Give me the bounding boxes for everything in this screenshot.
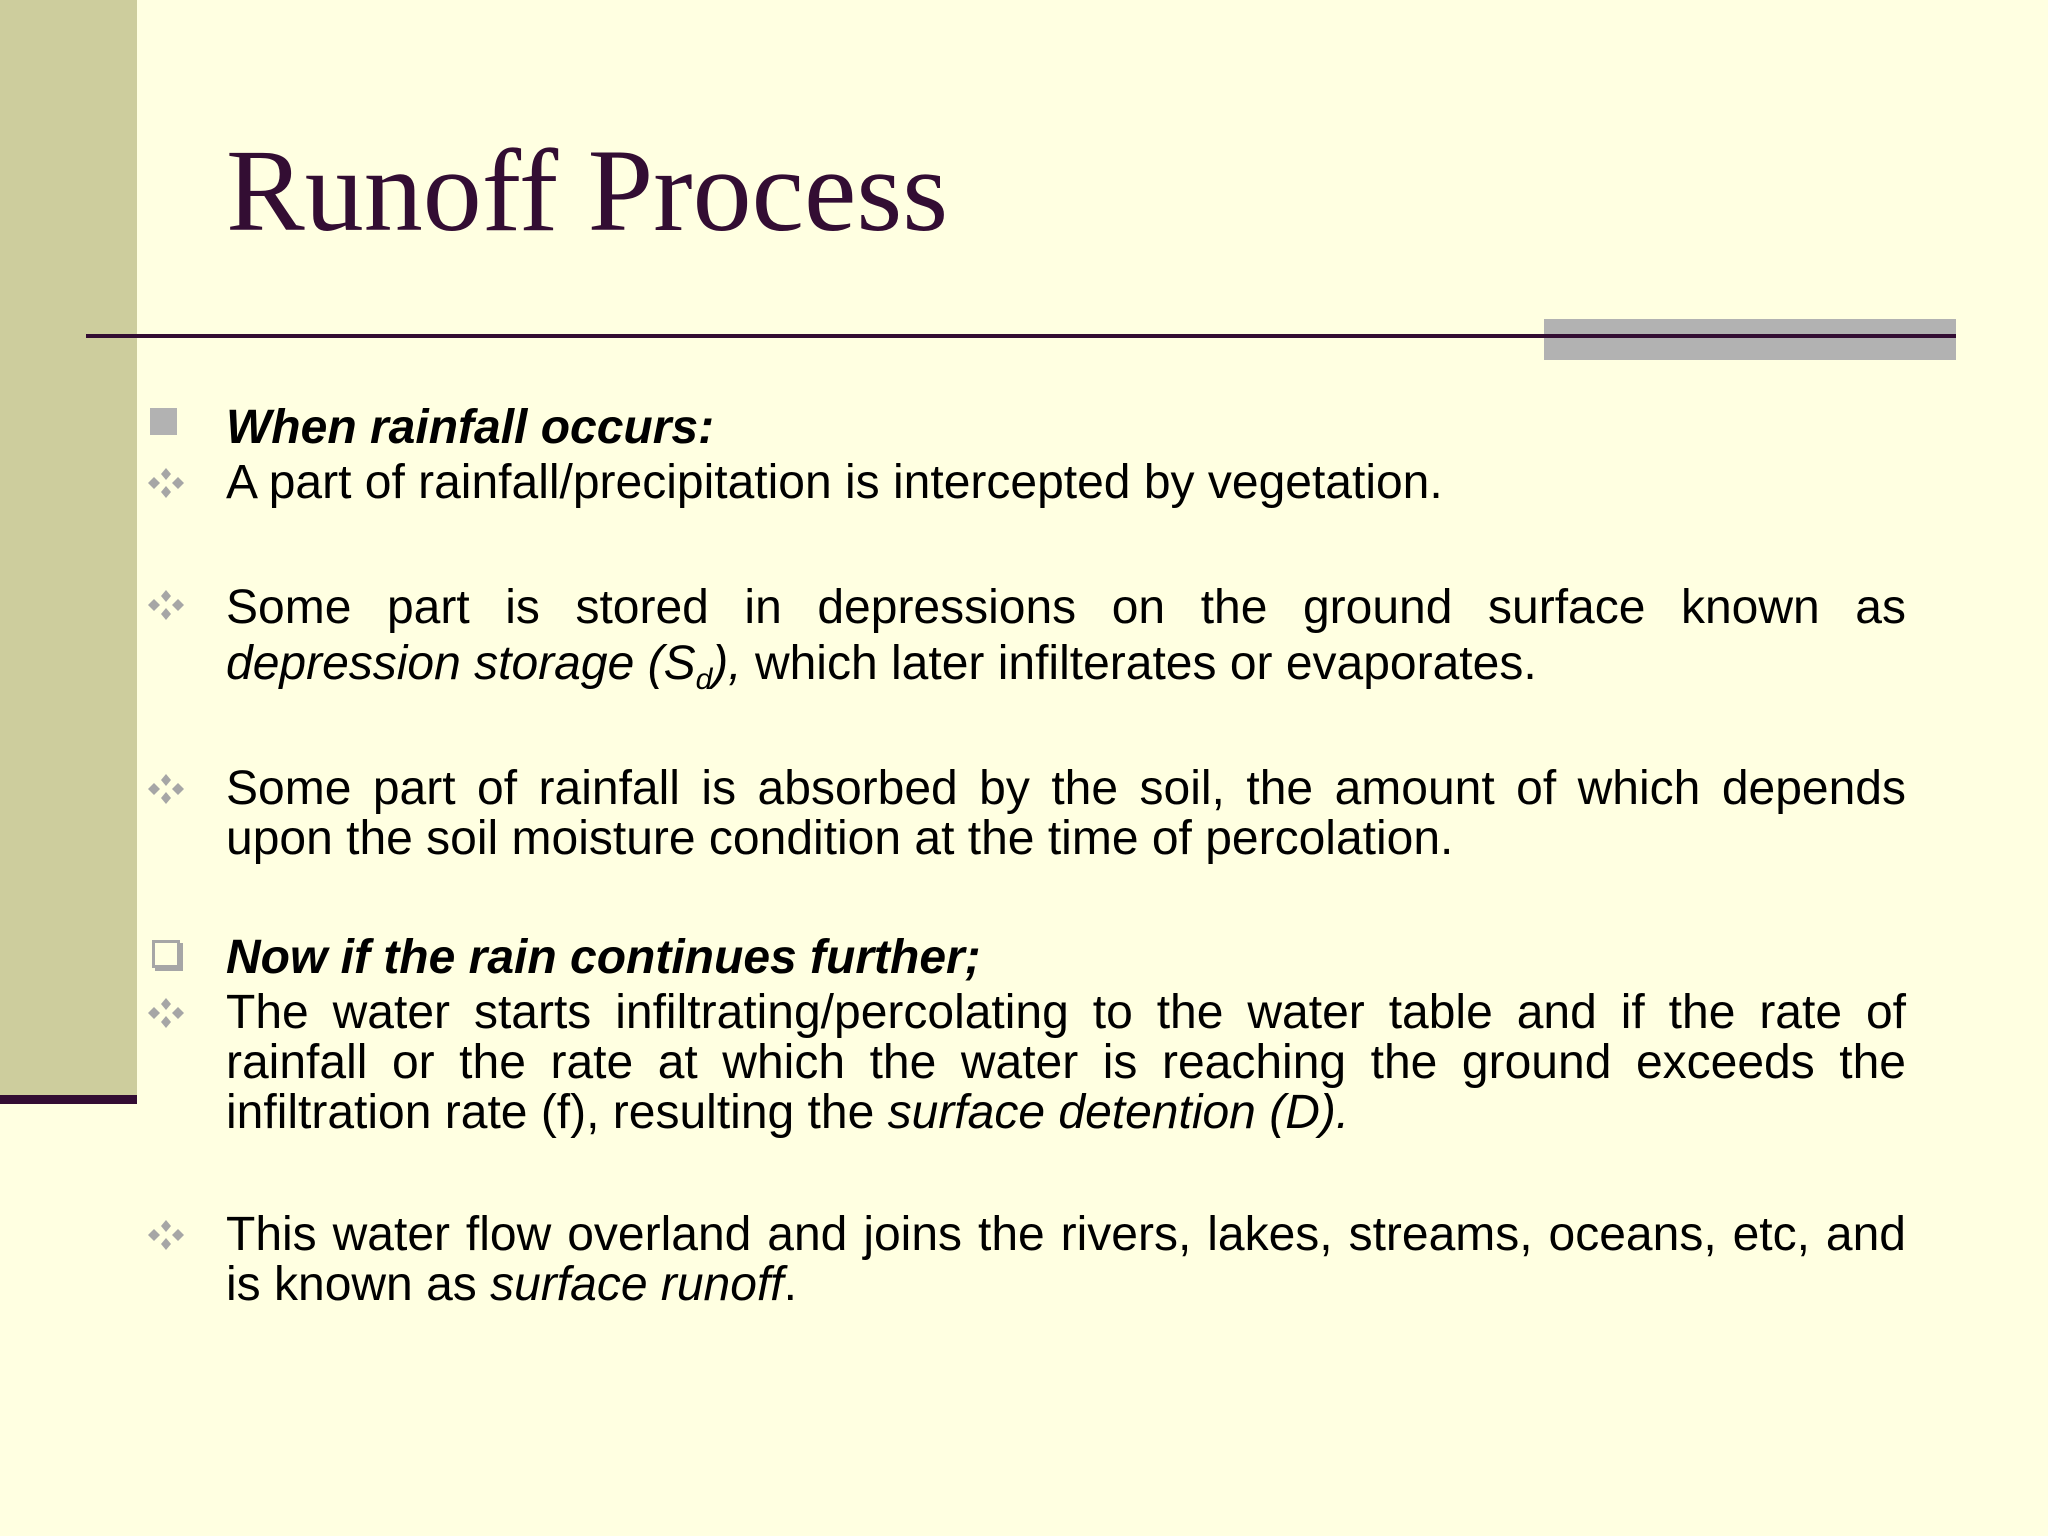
heading-text: Now if the rain continues further;: [226, 931, 981, 984]
title-rule: [86, 334, 1956, 338]
item-emphasis: surface runoff: [490, 1258, 784, 1311]
item-text-part: The water starts infiltrating/percolating to the water table and if the rate of rainfall or the rate at which the water is reaching the ground exceeds the infiltration rate (f), resulting the: [226, 986, 1906, 1139]
list-item-depression-storage: [226, 580, 1906, 696]
hollow-square-icon: [152, 940, 180, 968]
item-text-part: Some part is stored in depressions on the ground surface known as: [226, 581, 1906, 634]
item-text-part: which later infilterates or evaporates.: [741, 637, 1537, 690]
left-accent-underline: [0, 1095, 137, 1104]
item-text: [226, 580, 1906, 696]
item-emphasis-end: ),: [712, 637, 742, 690]
diamond-bullet-icon: [146, 1218, 186, 1252]
section-heading-rain-continues: [226, 928, 1906, 988]
item-subscript: d: [695, 663, 713, 696]
item-text: Some part of rainfall is absorbed by the soil, the amount of which depends upon the soil moisture condition at the time of percolation.: [226, 762, 1906, 865]
item-text-end: .: [783, 1258, 797, 1311]
item-text: A part of rainfall/precipitation is intercepted by vegetation.: [226, 456, 1443, 509]
item-text: [226, 1210, 1906, 1310]
slide-title: Runoff Process: [226, 125, 949, 256]
list-item-surface-runoff: [226, 1210, 1906, 1310]
slide-content: [226, 398, 1906, 1310]
item-emphasis: surface detention (D).: [887, 1086, 1350, 1139]
filled-square-icon: [150, 408, 177, 435]
diamond-bullet-icon: [146, 466, 186, 500]
diamond-bullet-icon: [146, 588, 186, 622]
list-item-interception: [226, 458, 1906, 508]
diamond-bullet-icon: [146, 996, 186, 1030]
item-text-part: This water flow overland and joins the rivers, lakes, streams, oceans, etc, and is known as: [226, 1208, 1906, 1311]
item-text: [226, 988, 1906, 1138]
left-accent-bar: [0, 0, 137, 1095]
heading-text: When rainfall occurs:: [226, 401, 715, 454]
section-heading-rainfall: [226, 398, 1906, 458]
title-rule-accent-block: [1544, 319, 1956, 360]
list-item-soil-absorption: [226, 764, 1906, 864]
list-item-surface-detention: [226, 988, 1906, 1138]
item-emphasis: depression storage (S: [226, 637, 696, 690]
diamond-bullet-icon: [146, 772, 186, 806]
